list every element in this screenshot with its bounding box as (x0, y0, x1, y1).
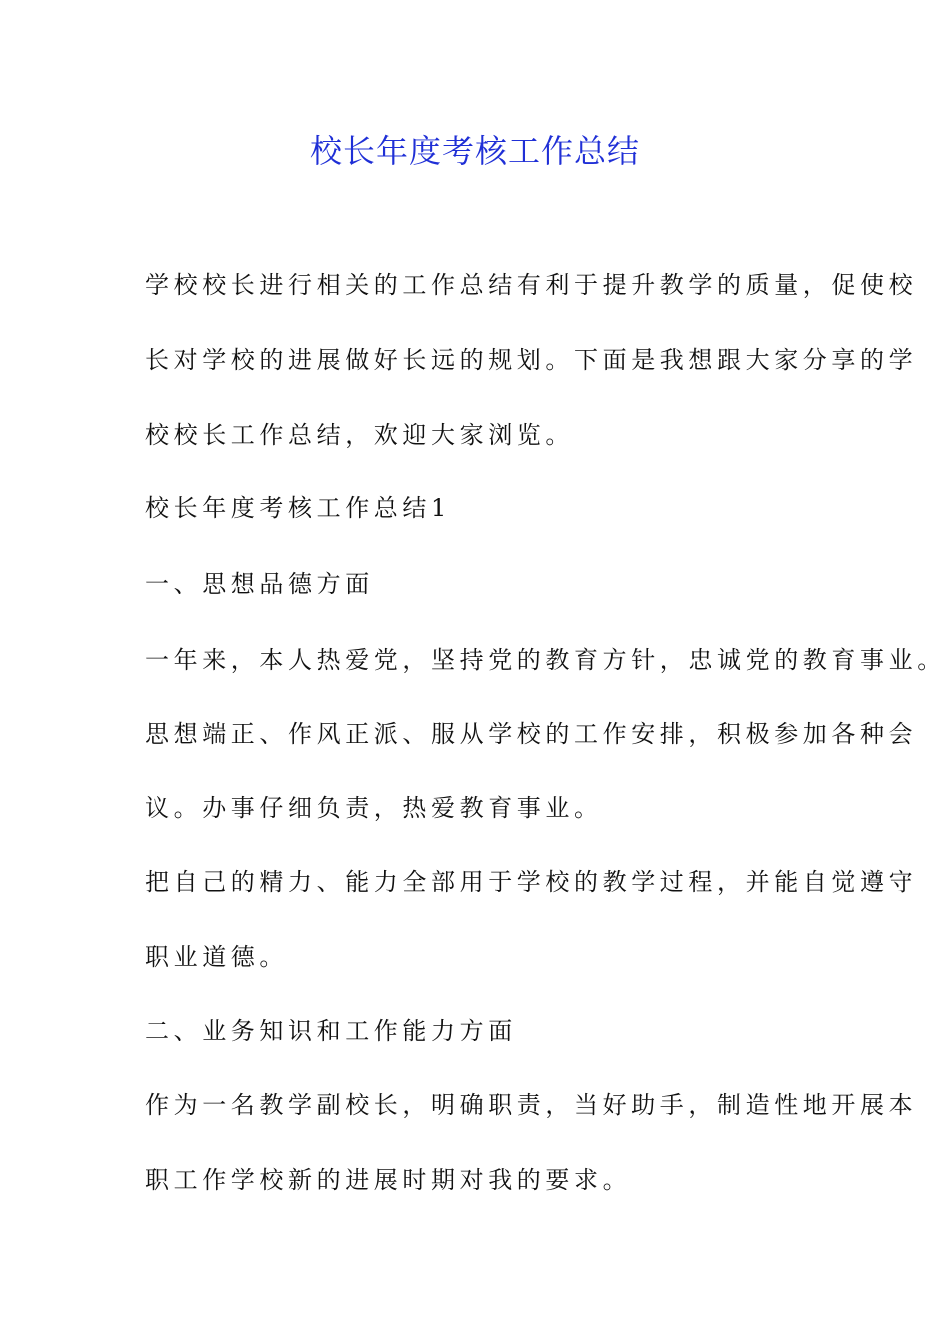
section-heading: 一、思想品德方面 (145, 570, 374, 598)
paragraph-line: 作为一名教学副校长，明确职责，当好助手，制造性地开展本 (145, 1091, 918, 1119)
paragraph-line: 学校校长进行相关的工作总结有利于提升教学的质量，促使校 (145, 271, 918, 299)
paragraph-line: 思想端正、作风正派、服从学校的工作安排，积极参加各种会 (145, 720, 918, 748)
paragraph-line: 一年来，本人热爱党，坚持党的教育方针，忠诚党的教育事业。 (145, 646, 946, 674)
section-heading: 二、业务知识和工作能力方面 (145, 1017, 517, 1045)
paragraph-line: 校校长工作总结，欢迎大家浏览。 (145, 421, 574, 449)
document-title: 校长年度考核工作总结 (309, 132, 640, 170)
paragraph-line: 把自己的精力、能力全部用于学校的教学过程，并能自觉遵守 (145, 868, 918, 896)
section-heading: 校长年度考核工作总结1 (145, 494, 451, 522)
paragraph-line: 长对学校的进展做好长远的规划。下面是我想跟大家分享的学 (145, 346, 918, 374)
paragraph-line: 职业道德。 (145, 943, 288, 971)
paragraph-line: 职工作学校新的进展时期对我的要求。 (145, 1166, 632, 1194)
paragraph-line: 议。办事仔细负责，热爱教育事业。 (145, 794, 603, 822)
